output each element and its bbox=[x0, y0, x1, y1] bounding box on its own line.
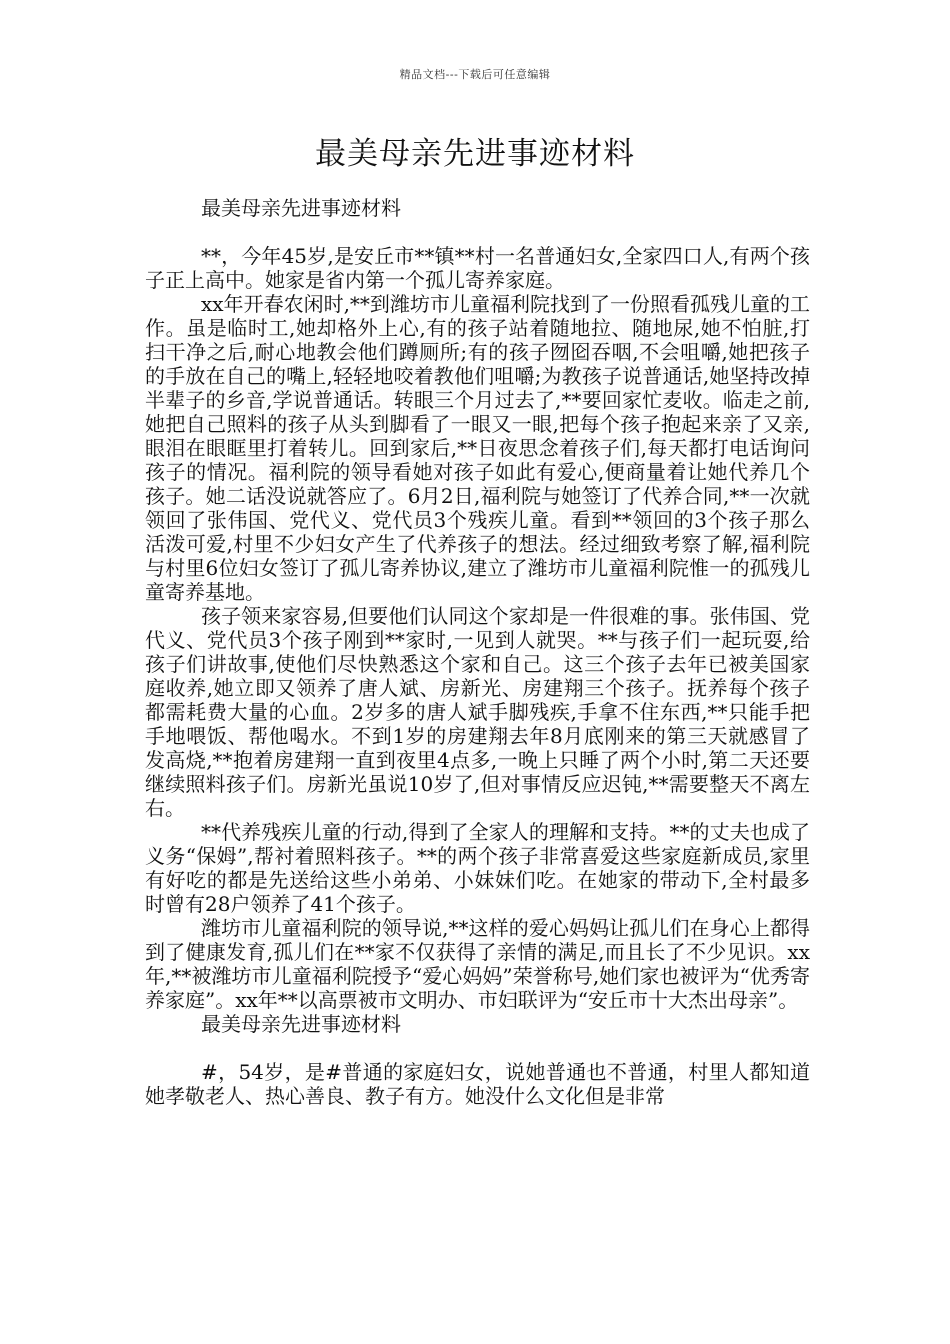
paragraph: xx年开春农闲时,**到潍坊市儿童福利院找到了一份照看孤残儿童的工作。虽是临时工,她却格外上心,有的孩子站着随地拉、随地尿,她不怕脏,打扫干净之后,耐心地教会他们蹲厕所;有的孩子囫囵吞咽,不会咀嚼,她把孩子的手放在自己的嘴上,轻轻地咬着教他们咀嚼;为教孩子说普通话,她坚持改掉半辈子的乡音,学说普通话。转眼三个月过去了,**要回家忙麦收。临走之前,她把自己照料的孩子从头到脚看了一眼又一眼,把每个孩子抱起来亲了又亲,眼泪在眼眶里打着转儿。回到家后,**日夜思念着孩子们,每天都打电话询问孩子的情况。福利院的领导看她对孩子如此有爱心,便商量着让她代养几个孩子。她二话没说就答应了。6月2日,福利院与她签订了代养合同,**一次就领回了张伟国、党代义、党代员3个残疾儿童。看到**领回的3个孩子那么活泼可爱,村里不少妇女产生了代养孩子的想法。经过细致考察了解,福利院与村里6位妇女签订了孤儿寄养协议,建立了潍坊市儿童福利院惟一的孤残儿童寄养基地。 bbox=[145, 292, 810, 604]
paragraph: 孩子领来家容易,但要他们认同这个家却是一件很难的事。张伟国、党代义、党代员3个孩子刚到**家时,一见到人就哭。**与孩子们一起玩耍,给孩子们讲故事,使他们尽快熟悉这个家和自己。这三个孩子去年已被美国家庭收养,她立即又领养了唐人斌、房新光、房建翔三个孩子。抚养每个孩子都需耗费大量的心血。2岁多的唐人斌手脚残疾,手拿不住东西,**只能手把手地喂饭、帮他喝水。不到1岁的房建翔去年8月底刚来的第三天就感冒了发高烧,**抱着房建翔一直到夜里4点多,一晚上只睡了两个小时,第二天还要继续照料孩子们。房新光虽说10岁了,但对事情反应迟钝,**需要整天不离左右。 bbox=[145, 604, 810, 820]
paragraph: **代养残疾儿童的行动,得到了全家人的理解和支持。**的丈夫也成了义务“保姆”,帮衬着照料孩子。**的两个孩子非常喜爱这些家庭新成员,家里有好吃的都是先送给这些小弟弟、小妹妹们吃。在她家的带动下,全村最多时曾有28户领养了41个孩子。 bbox=[145, 820, 810, 916]
document-title: 最美母亲先进事迹材料 bbox=[315, 136, 635, 172]
section-heading: 最美母亲先进事迹材料 bbox=[201, 196, 401, 220]
paragraph: 潍坊市儿童福利院的领导说,**这样的爱心妈妈让孤儿们在身心上都得到了健康发育,孤儿们在**家不仅获得了亲情的满足,而且长了不少见识。xx年,**被潍坊市儿童福利院授予“爱心妈妈”荣誉称号,她们家也被评为“优秀寄养家庭”。xx年**以高票被市文明办、市妇联评为“安丘市十大杰出母亲”。 bbox=[145, 916, 810, 1012]
paragraph: **，今年45岁,是安丘市**镇**村一名普通妇女,全家四口人,有两个孩子正上高中。她家是省内第一个孤儿寄养家庭。 bbox=[145, 244, 810, 292]
paragraph: #，54岁，是#普通的家庭妇女，说她普通也不普通，村里人都知道她孝敬老人、热心善良、教子有方。她没什么文化但是非常 bbox=[145, 1060, 810, 1108]
section-heading: 最美母亲先进事迹材料 bbox=[201, 1012, 401, 1036]
page-header-note: 精品文档---下载后可任意编辑 bbox=[399, 68, 551, 81]
document-body bbox=[145, 196, 810, 1108]
